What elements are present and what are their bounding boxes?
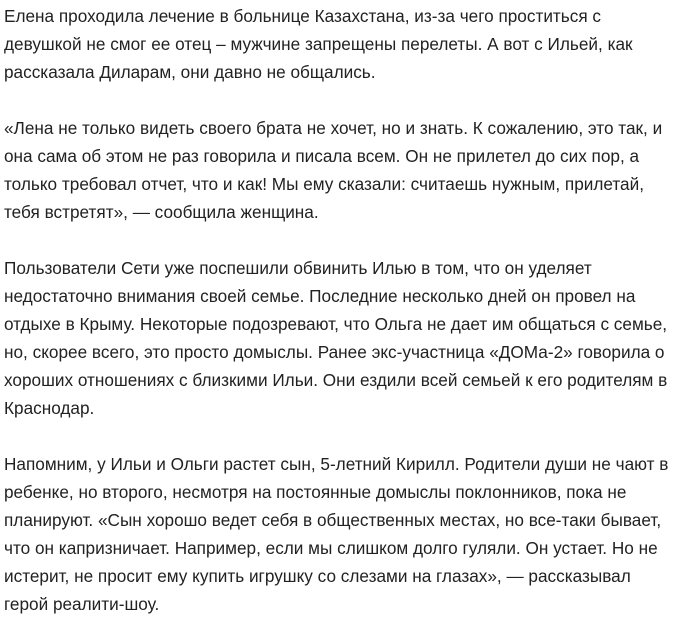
text-line: что он капризничает. Например, если мы слишком долго гуляли. Он устает. Но не [4,538,658,558]
text-line: но, скорее всего, это просто домыслы. Ранее экс-участница «ДОМа-2» говорила о [4,342,665,362]
text-line: герой реалити-шоу. [4,594,160,614]
text-line: только требовал отчет, что и как! Мы ему сказали: считаешь нужным, прилетай, [4,174,644,194]
text-line: Напомним, у Ильи и Ольги растет сын, 5-летний Кирилл. Родители души не чают в [4,454,669,474]
text-line: планируют. «Сын хорошо ведет себя в общественных местах, но все-таки бывает, [4,510,662,530]
text-line: истерит, не просит ему купить игрушку со слезами на глазах», — рассказывал [4,566,631,586]
text-line: Пользователи Сети уже поспешили обвинить Илью в том, что он уделяет [4,258,592,278]
text-line: девушкой не смог ее отец – мужчине запрещены перелеты. А вот с Ильей, как [4,34,633,54]
text-line: тебя встретят», — сообщила женщина. [4,202,319,222]
text-line: рассказала Диларам, они давно не общались. [4,62,376,82]
text-line: «Лена не только видеть своего брата не хочет, но и знать. К сожалению, это так, и [4,118,663,138]
text-line: Елена проходила лечение в больнице Казахстана, из-за чего проститься с [4,6,602,26]
text-line: она сама об этом не раз говорила и писала всем. Он не прилетел до сих пор, а [4,146,640,166]
text-line: ребенке, но второго, несмотря на постоянные домыслы поклонников, пока не [4,482,627,502]
paragraph-1 [4,2,699,86]
paragraph-4 [4,450,699,618]
paragraph-3 [4,254,699,422]
text-line: недостаточно внимания своей семье. Последние несколько дней он провел на [4,286,636,306]
text-line: хороших отношениях с близкими Ильи. Они ездили всей семьей к его родителям в [4,370,668,390]
paragraph-2-quote [4,114,699,226]
text-line: отдыхе в Крыму. Некоторые подозревают, что Ольга не дает им общаться с семье, [4,314,668,334]
text-line: Краснодар. [4,398,95,418]
